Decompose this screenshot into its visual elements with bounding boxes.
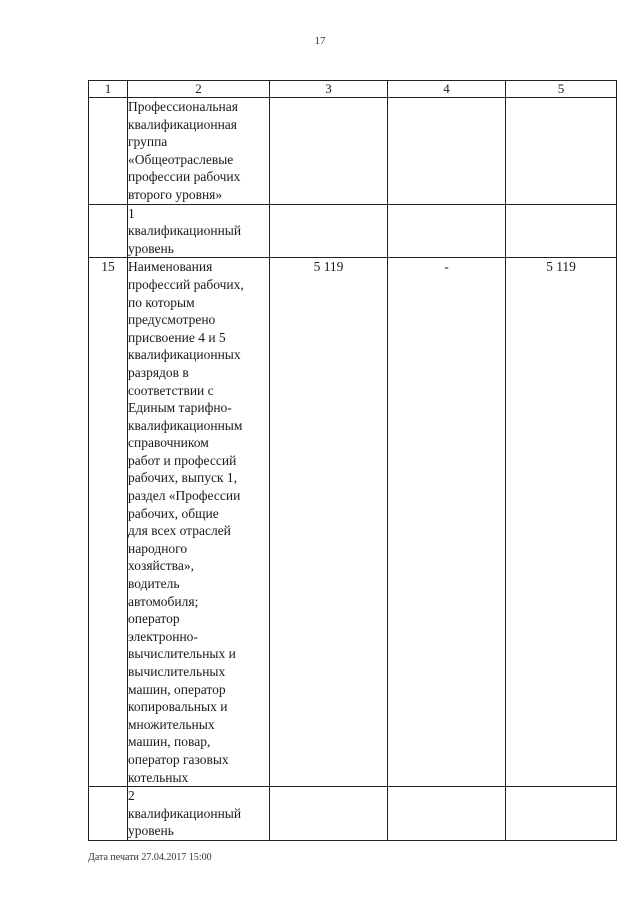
increase-cell (388, 204, 506, 258)
salary-cell (270, 787, 388, 841)
qualification-level-cell: 2 квалификационный уровень (128, 787, 270, 841)
row-number-cell (89, 204, 128, 258)
total-cell (506, 98, 617, 205)
table-row (89, 258, 617, 787)
print-date-footer: Дата печати 27.04.2017 15:00 (88, 852, 212, 863)
salary-table (88, 80, 617, 841)
increase-cell: - (388, 258, 506, 787)
row-number-cell (89, 98, 128, 205)
total-cell (506, 787, 617, 841)
increase-cell (388, 787, 506, 841)
column-header: 1 (89, 81, 128, 98)
table-row (89, 98, 617, 205)
total-cell: 5 119 (506, 258, 617, 787)
qualification-group-cell: Профессиональная квалификационная группа «Общеотраслевые профессии рабочих второго уровня» (128, 98, 270, 205)
table-row (89, 787, 617, 841)
table-row (89, 204, 617, 258)
salary-cell (270, 98, 388, 205)
qualification-level-cell: 1 квалификационный уровень (128, 204, 270, 258)
increase-cell (388, 98, 506, 205)
row-number-cell: 15 (89, 258, 128, 787)
salary-cell: 5 119 (270, 258, 388, 787)
page-number: 17 (314, 35, 326, 47)
column-header: 4 (388, 81, 506, 98)
table-header-row (89, 81, 617, 98)
column-header: 2 (128, 81, 270, 98)
salary-cell (270, 204, 388, 258)
column-header: 3 (270, 81, 388, 98)
profession-list-cell: Наименования профессий рабочих, по которым предусмотрено присвоение 4 и 5 квалификационных разрядов в соответствии с Единым тарифно- квалификационным справочником работ и профессий рабочих, выпуск 1, раздел «Профессии рабочих, общие для всех отраслей народного хозяйства», водитель автомобиля; оператор электронно- вычислительных и вычислительных машин, оператор копировальных и множительных машин, повар, оператор газовых котельных (128, 258, 270, 787)
row-number-cell (89, 787, 128, 841)
column-header: 5 (506, 81, 617, 98)
total-cell (506, 204, 617, 258)
